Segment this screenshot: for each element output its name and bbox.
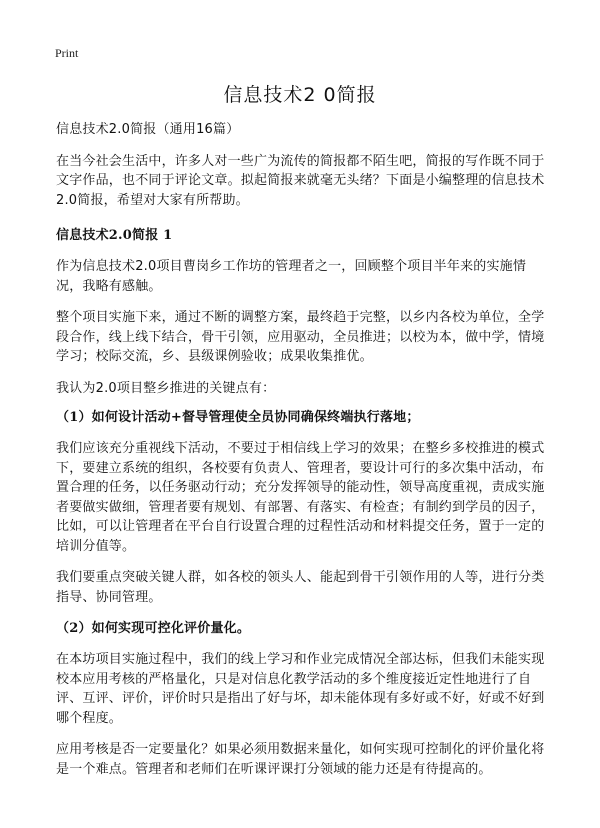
paragraph-2: 整个项目实施下来，通过不断的调整方案，最终趋于完整，以乡内各校为单位，全学段合作，线上线下结合，骨干引领，应用驱动，全员推进；以校为本，做中学，情境学习；校际交流，乡、县级课例验收；成果收集推优。 <box>56 310 545 364</box>
paragraph-4: 我们应该充分重视线下活动，不要过于相信线上学习的效果；在整乡多校推进的模式下，要建立系统的组织，各校要有负责人、管理者，要设计可行的多次集中活动，布置合理的任务，以任务驱动行动；充分发挥领导的能动性，领导高度重视，责成实施者要做实做细，管理者要有规划、有部署、有落实、有检查；有制约到学员的因子，比如，可以让管理者在平台自行设置合理的过程性活动和材料提交任务，置于一定的培训分值等。 <box>56 441 545 554</box>
paragraph-6: 在本坊项目实施过程中，我们的线上学习和作业完成情况全部达标，但我们未能实现校本应用考核的严格量化，只是对信息化教学活动的多个维度接近定性地进行了自评、互评、评价，评价时只是指出了好与坏，却未能体现有多好或不好，好或不好到哪个程度。 <box>56 652 545 726</box>
paragraph-1: 作为信息技术2.0项目曹岗乡工作坊的管理者之一，回顾整个项目半年来的实施情况，我略有感触。 <box>56 259 527 294</box>
paragraph-3: 我认为2.0项目整乡推进的关键点有： <box>56 380 276 396</box>
intro-paragraph: 在当今社会生活中，许多人对一些广为流传的简报都不陌生吧，简报的写作既不同于文字作品，也不同于评论文章。拟起简报来就毫无头绪？下面是小编整理的信息技术2.0简报，希望对大家有所帮助。 <box>56 153 545 208</box>
point-heading-1: （1）如何设计活动+督导管理使全员协同确保终端执行落地； <box>56 410 420 425</box>
page-title: 信息技术2 0简报 <box>223 84 377 106</box>
article-subtitle: 信息技术2.0简报（通用16篇） <box>56 122 240 137</box>
paragraph-5: 我们要重点突破关键人群，如各校的领头人、能起到骨干引领作用的人等，进行分类指导、协同管理。 <box>56 570 545 605</box>
paragraph-7: 应用考核是否一定要量化？如果必须用数据来量化，如何实现可控制化的评价量化将是一个难点。管理者和老师们在听课评课打分领域的能力还是有待提高的。 <box>56 742 545 777</box>
point-heading-2: （2）如何实现可控化评价量化。 <box>56 621 251 636</box>
section-heading: 信息技术2.0简报 1 <box>56 228 173 243</box>
print-link[interactable]: Print <box>55 46 79 60</box>
article-body <box>56 120 550 791</box>
